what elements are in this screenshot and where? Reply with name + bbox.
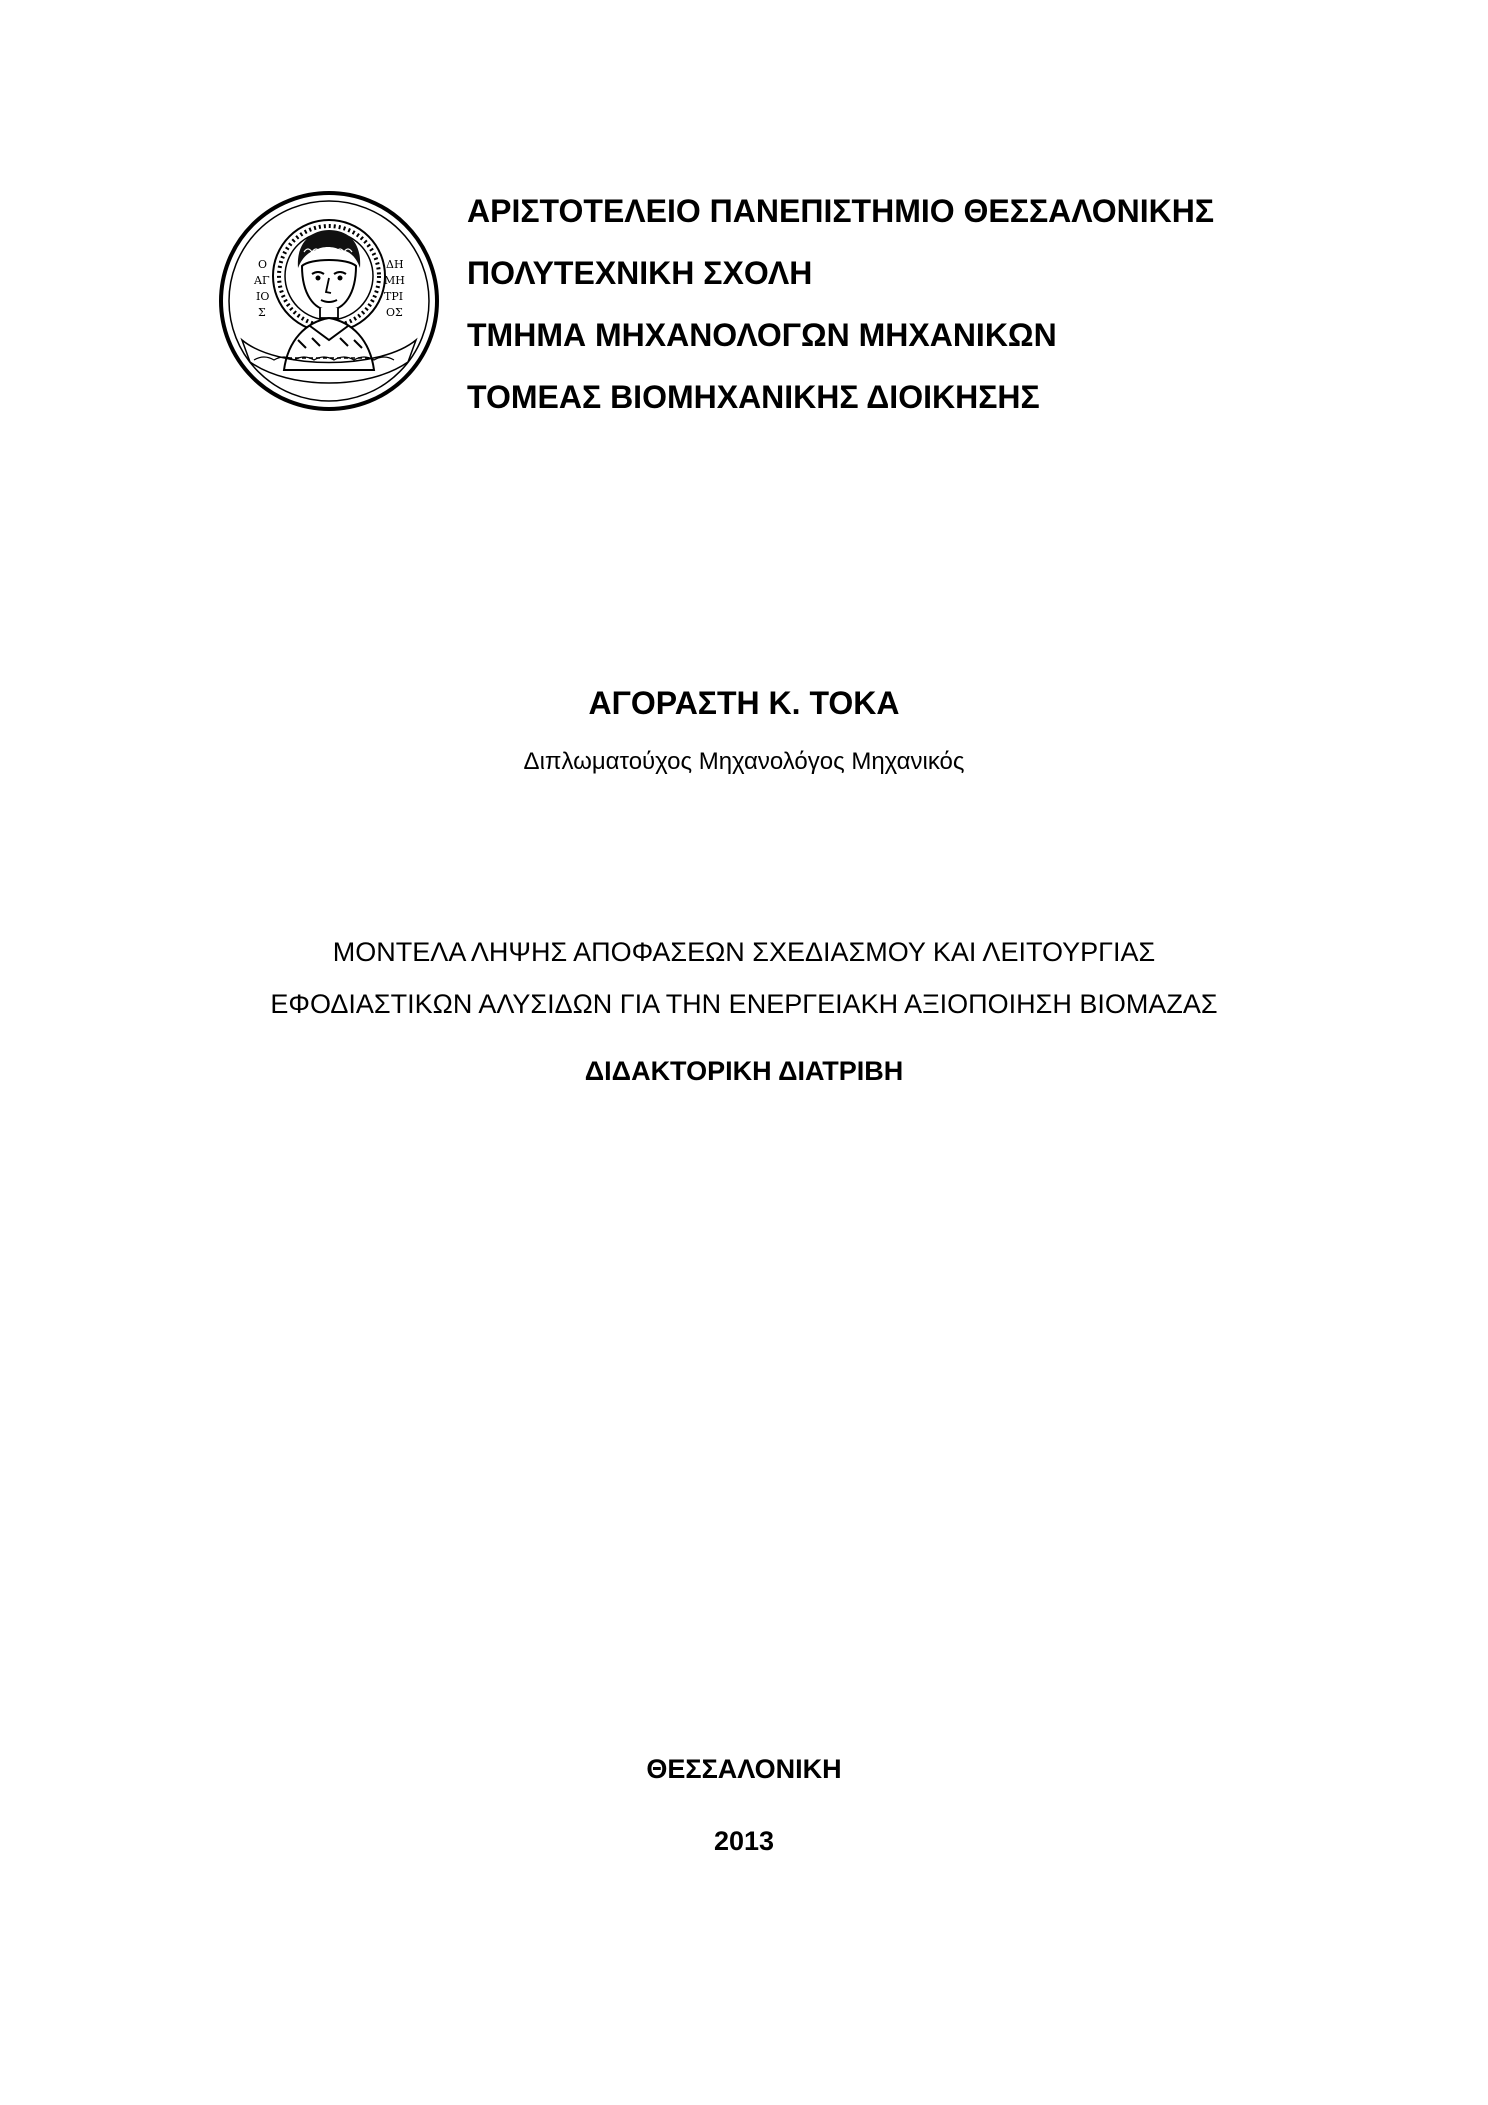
svg-text:ΤΡΙ: ΤΡΙ [384,290,404,303]
city: ΘΕΣΣΑΛΟΝΙΚΗ [646,1754,842,1784]
thesis-title-line2: ΕΦΟΔΙΑΣΤΙΚΩΝ ΑΛΥΣΙΔΩΝ ΓΙΑ ΤΗΝ ΕΝΕΡΓΕΙΑΚΗ ΑΞΙΟΠΟΙΗΣΗ ΒΙΟΜΑΖΑΣ [270,989,1218,1019]
svg-text:ΑΓ: ΑΓ [254,274,270,287]
svg-text:ΙΟ: ΙΟ [256,290,270,303]
thesis-title-line1: ΜΟΝΤΕΛΑ ΛΗΨΗΣ ΑΠΟΦΑΣΕΩΝ ΣΧΕΔΙΑΣΜΟΥ ΚΑΙ ΛΕΙΤΟΥΡΓΙΑΣ [332,937,1156,967]
svg-text:Σ: Σ [258,306,266,319]
svg-text:Ο: Ο [258,258,268,271]
svg-text:ΔΗ: ΔΗ [386,258,404,271]
author-degree: Διπλωματούχος Μηχανολόγος Μηχανικός [523,748,965,775]
university-name: ΑΡΙΣΤΟΤΕΛΕΙΟ ΠΑΝΕΠΙΣΤΗΜΙΟ ΘΕΣΣΑΛΟΝΙΚΗΣ [467,193,1215,229]
department-name: ΤΜΗΜΑ ΜΗΧΑΝΟΛΟΓΩΝ ΜΗΧΑΝΙΚΩΝ [467,317,1057,353]
university-seal-icon [218,190,440,412]
division-name: ΤΟΜΕΑΣ ΒΙΟΜΗΧΑΝΙΚΗΣ ΔΙΟΙΚΗΣΗΣ [467,379,1040,415]
thesis-type: ΔΙΔΑΚΤΟΡΙΚΗ ΔΙΑΤΡΙΒΗ [584,1056,904,1086]
school-name: ΠΟΛΥΤΕΧΝΙΚΗ ΣΧΟΛΗ [467,255,813,291]
svg-text:ΜΗ: ΜΗ [384,274,405,287]
author-name: ΑΓΟΡΑΣΤΗ Κ. ΤΟΚΑ [588,685,900,721]
svg-text:ΟΣ: ΟΣ [386,306,403,319]
year: 2013 [713,1826,775,1856]
